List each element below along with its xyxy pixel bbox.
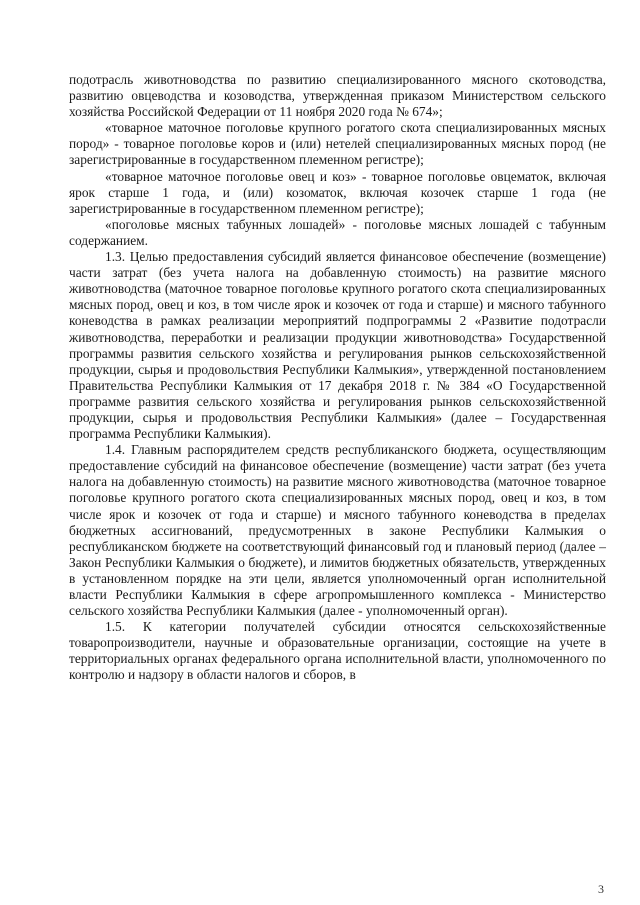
paragraph-6: 1.4. Главным распорядителем средств республиканского бюджета, осуществляющим предоставление субсидий на финансовое обеспечение (возмещение) части затрат (без учета налога на добавленную стоимость) на развитие мясного животноводства (маточное товарное поголовье крупного рогатого скота специализированных мясных пород, овец и коз, в том числе ярок и козочек от года и старше) и мясного табунного коневодства в пределах бюджетных ассигнований, предусмотренных в законе Республики Калмыкия о республиканском бюджете на соответствующий финансовый год и плановый период (далее – Закон Республики Калмыкия о бюджете), и лимитов бюджетных обязательств, утвержденных в установленном порядке на эти цели, является уполномоченный орган исполнительной власти Республики Калмыкия в сфере агропромышленного комплекса - Министерство сельского хозяйства Республики Калмыкия (далее - уполномоченный орган). — [69, 442, 606, 619]
paragraph-7: 1.5. К категории получателей субсидии относятся сельскохозяйственные товаропроизводители, научные и образовательные организации, состоящие на учете в территориальных органах федерального органа исполнительной власти, уполномоченного по контролю и надзору в области налогов и сборов, в — [69, 619, 606, 683]
paragraph-1: подотрасль животноводства по развитию специализированного мясного скотоводства, развитию овцеводства и козоводства, утвержденная приказом Министерством сельского хозяйства Российской Федерации от 11 ноября 2020 года № 674»; — [69, 72, 606, 120]
paragraph-4: «поголовье мясных табунных лошадей» - поголовье мясных лошадей с табунным содержанием. — [69, 216, 606, 248]
paragraph-3: «товарное маточное поголовье овец и коз» - товарное поголовье овцематок, включая ярок старше 1 года, и (или) козоматок, включая козочек старше 1 года (не зарегистрированные в государственном племенном регистре); — [69, 168, 606, 216]
paragraph-5: 1.3. Целью предоставления субсидий является финансовое обеспечение (возмещение) части затрат (без учета налога на добавленную стоимость) на развитие мясного животноводства (маточное товарное поголовье крупного рогатого скота специализированных мясных пород, овец и коз, в том числе ярок и козочек от года и старше) и мясного табунного коневодства в рамках реализации мероприятий подпрограммы 2 «Развитие подотрасли животноводства, переработки и реализации продукции животноводства» Государственной программы развития сельского хозяйства и регулирования рынков сельскохозяйственной продукции, сырья и продовольствия Республики Калмыкия», утвержденной постановлением Правительства Республики Калмыкия от 17 декабря 2018 г. № 384 «О Государственной программе развития сельского хозяйства и регулирования рынков сельскохозяйственной продукции, сырья и продовольствия Республики Калмыкия» (далее – Государственная программа Республики Калмыкия). — [69, 249, 606, 442]
page-number: 3 — [598, 882, 604, 896]
document-body — [69, 72, 606, 684]
paragraph-2: «товарное маточное поголовье крупного рогатого скота специализированных мясных пород» - товарное поголовье коров и (или) нетелей специализированных мясных пород (не зарегистрированные в государственном племенном регистре); — [69, 120, 606, 168]
